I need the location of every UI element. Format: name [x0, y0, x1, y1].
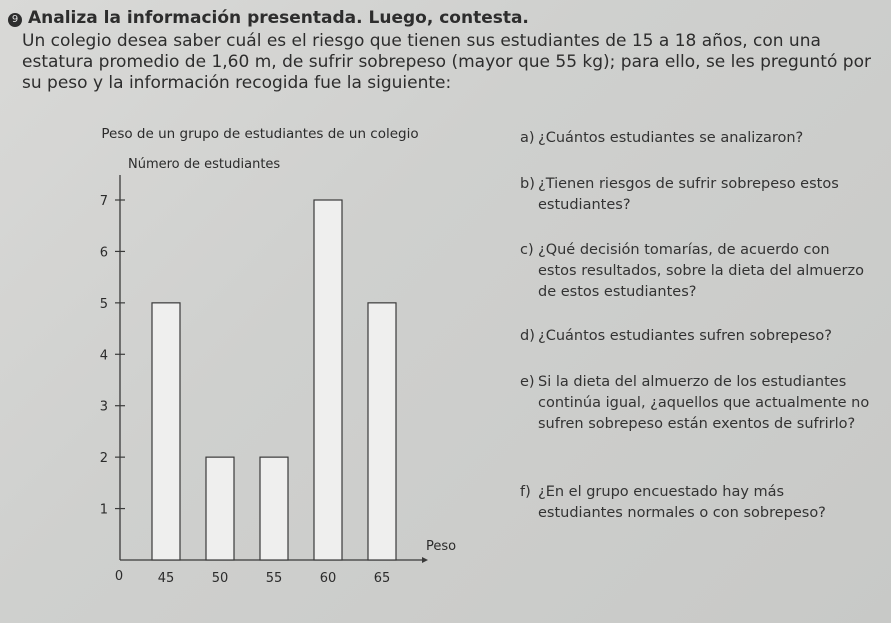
x-tick-label: 45 — [157, 571, 175, 586]
bar-chart-svg — [80, 120, 500, 600]
question-d — [520, 326, 832, 347]
chart-bars — [152, 200, 396, 560]
exercise-instruction: Analiza la información presentada. Luego, contesta. — [28, 8, 529, 28]
question-text: ¿En el grupo encuestado hay más estudiantes normales o con sobrepeso? — [538, 484, 826, 521]
question-letter: e) — [520, 374, 535, 390]
question-text: ¿Tienen riesgos de sufrir sobrepeso estos estudiantes? — [538, 176, 839, 213]
y-tick-label: 5 — [99, 296, 108, 312]
bar-65 — [368, 303, 396, 560]
bar-60 — [314, 200, 342, 560]
exercise-instruction-line — [8, 8, 878, 29]
exercise-header — [8, 8, 878, 94]
question-letter: b) — [520, 176, 535, 192]
question-text: Si la dieta del almuerzo de los estudiantes continúa igual, ¿aquellos que actualmente no sufren sobrepeso están exentos de sufrirlo? — [538, 374, 870, 432]
chart-x-axis-label: Peso — [426, 539, 457, 554]
question-letter: c) — [520, 242, 534, 258]
question-text: ¿Qué decisión tomarías, de acuerdo con estos resultados, sobre la dieta del almuerzo de estos estudiantes? — [538, 242, 864, 300]
chart-y-ticks — [100, 194, 125, 518]
y-tick-label: 7 — [99, 194, 108, 209]
bar-50 — [206, 457, 234, 560]
bar-chart — [80, 120, 500, 600]
x-tick-label: 50 — [211, 571, 229, 586]
chart-y-axis-label: Número de estudiantes — [128, 157, 281, 172]
y-tick-label: 4 — [99, 348, 108, 364]
x-tick-label: 60 — [319, 571, 337, 586]
y-tick-label: 3 — [99, 399, 108, 415]
question-text: ¿Cuántos estudiantes sufren sobrepeso? — [538, 328, 832, 344]
question-f — [520, 482, 870, 524]
chart-x-ticks — [158, 571, 391, 586]
chart-x-axis-arrow — [422, 557, 428, 563]
y-tick-label: 6 — [99, 245, 108, 261]
question-letter: d) — [520, 328, 535, 344]
question-letter: a) — [520, 130, 535, 146]
exercise-intro: Un colegio desea saber cuál es el riesgo que tienen sus estudiantes de 15 a 18 años, con una estatura promedio de 1,60 m, de sufrir sobrepeso (mayor que 55 kg); para ello, se les preguntó por su peso y la información recogida fue la siguiente: — [22, 31, 871, 93]
bar-45 — [152, 303, 180, 560]
exercise-number-icon: 9 — [8, 13, 22, 27]
question-e — [520, 372, 870, 435]
x-tick-label: 65 — [373, 571, 391, 586]
question-c — [520, 240, 870, 303]
x-tick-label: 55 — [265, 571, 283, 586]
chart-title: Peso de un grupo de estudiantes de un colegio — [101, 126, 419, 142]
y-tick-label: 1 — [99, 502, 108, 518]
question-a — [520, 128, 803, 149]
y-tick-label: 2 — [99, 451, 108, 467]
question-b — [520, 174, 870, 216]
bar-55 — [260, 457, 288, 560]
question-text: ¿Cuántos estudiantes se analizaron? — [538, 130, 804, 146]
chart-origin-label: 0 — [114, 569, 124, 584]
question-letter: f) — [520, 484, 531, 500]
